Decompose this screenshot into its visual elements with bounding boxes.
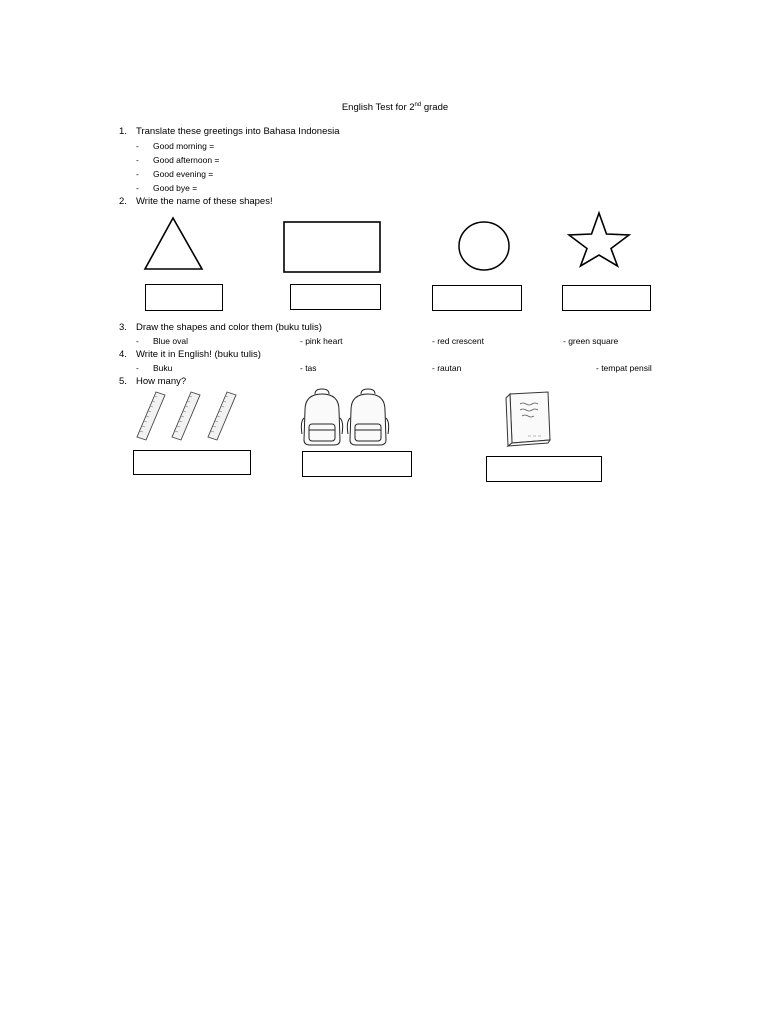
ruler-icon <box>134 390 244 442</box>
question-number: 3. <box>119 322 127 333</box>
shape-item: - pink heart <box>300 336 343 346</box>
vocab-item: - tempat pensil <box>596 363 652 373</box>
bullet-dash: - <box>136 183 139 193</box>
question-number: 4. <box>119 349 127 360</box>
title-superscript: nd <box>414 102 422 108</box>
greeting-item: Good bye = <box>153 183 198 193</box>
shape-answer-box-3[interactable] <box>432 285 522 311</box>
shape-item: - green square <box>563 336 619 346</box>
question-text: How many? <box>136 376 187 387</box>
bullet-dash: - <box>136 169 139 179</box>
count-answer-box-2[interactable] <box>302 451 412 477</box>
star-icon <box>565 210 635 270</box>
bullet-dash: - <box>136 336 139 346</box>
question-text: Write it in English! (buku tulis) <box>136 349 261 360</box>
question-number: 5. <box>119 376 127 387</box>
shape-answer-box-2[interactable] <box>290 284 381 310</box>
count-answer-box-3[interactable] <box>486 456 602 482</box>
greeting-item: Good evening = <box>153 169 214 179</box>
backpack-icon <box>299 388 397 448</box>
bullet-dash: - <box>136 363 139 373</box>
question-number: 2. <box>119 196 127 207</box>
shape-item: Blue oval <box>153 336 188 346</box>
circle-icon <box>454 218 514 274</box>
question-number: 1. <box>119 126 127 137</box>
vocab-item: - tas <box>300 363 317 373</box>
greeting-item: Good morning = <box>153 141 215 151</box>
title-text: English Test for 2 <box>341 102 415 114</box>
book-icon <box>500 390 560 448</box>
greeting-item: Good afternoon = <box>153 155 220 165</box>
count-answer-box-1[interactable] <box>133 450 251 475</box>
shape-item: - red crescent <box>432 336 484 346</box>
question-text: Draw the shapes and color them (buku tulis) <box>136 322 322 333</box>
title-suffix: grade <box>421 102 449 114</box>
question-text: Write the name of these shapes! <box>136 196 273 207</box>
vocab-item: - rautan <box>432 363 462 373</box>
bullet-dash: - <box>136 141 139 151</box>
triangle-icon <box>140 214 208 274</box>
test-title <box>0 102 768 113</box>
rectangle-icon <box>281 219 383 275</box>
question-text: Translate these greetings into Bahasa Indonesia <box>136 126 340 137</box>
shape-answer-box-1[interactable] <box>145 284 223 311</box>
shape-answer-box-4[interactable] <box>562 285 651 311</box>
vocab-item: Buku <box>153 363 173 373</box>
bullet-dash: - <box>136 155 139 165</box>
